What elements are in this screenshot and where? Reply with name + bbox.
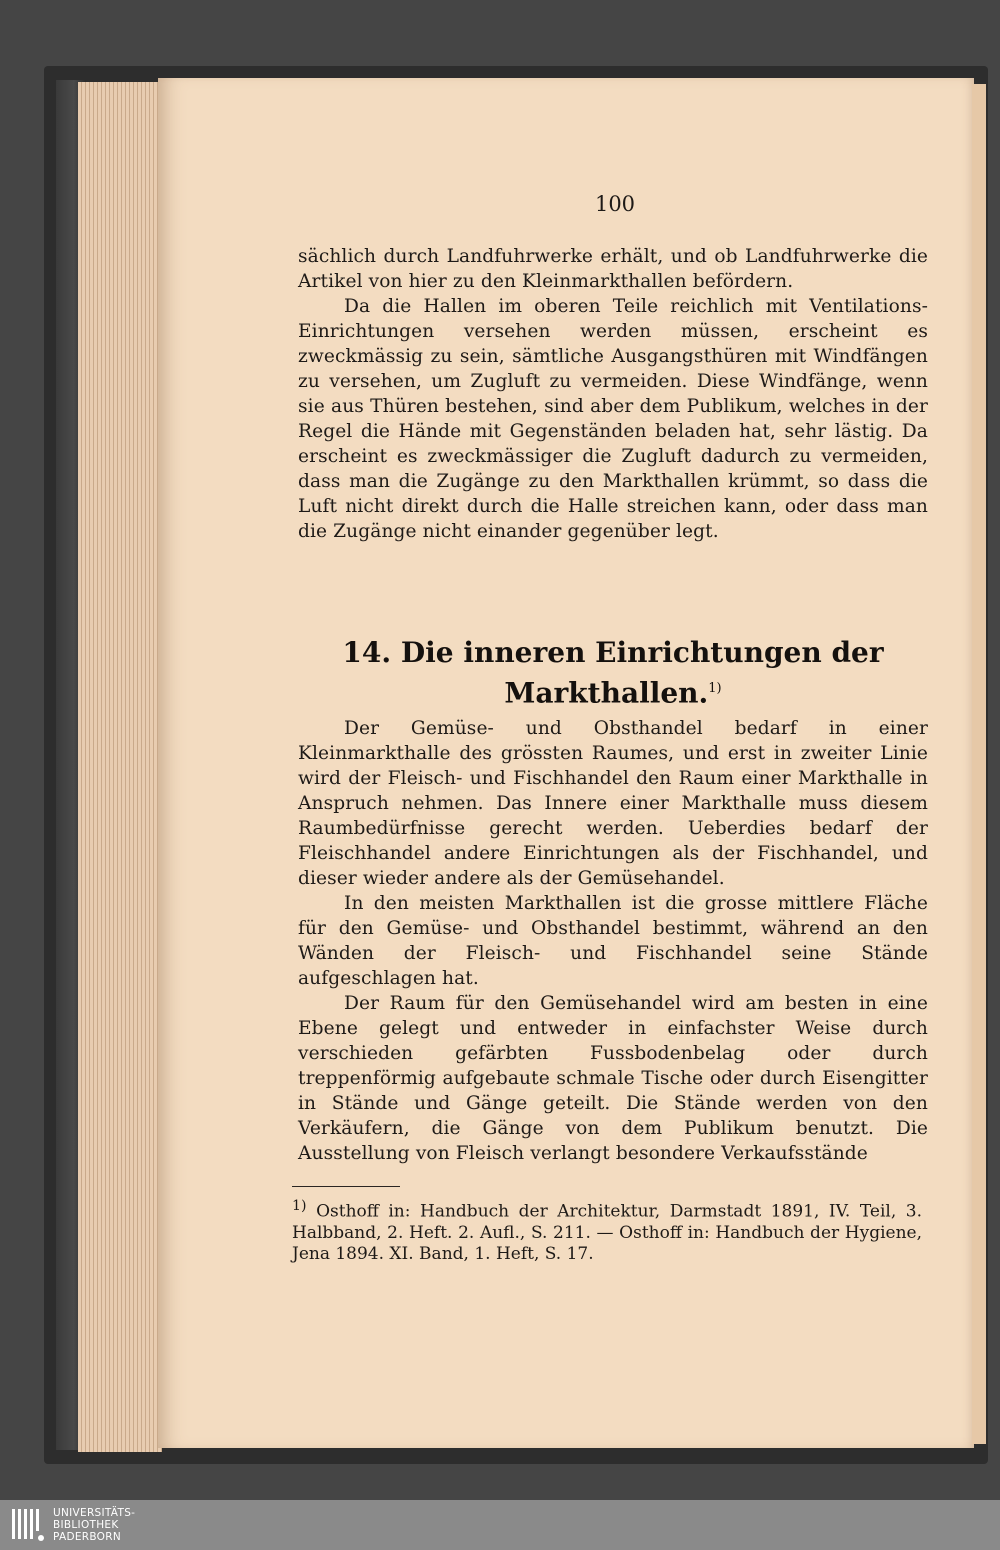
heading-line-2 [298,671,928,711]
library-name-line-1: UNIVERSITÄTS- [53,1507,136,1519]
paragraph: Da die Hallen im oberen Teile reichlich mit Ventilations-Einrichtungen versehen werden müssen, erscheint es zweckmässig zu sein, sämtliche Ausgangsthüren mit Windfängen zu versehen, um Zugluft zu vermeiden. Diese Windfänge, wenn sie aus Thüren bestehen, sind aber dem Publikum, welches in der Regel die Hände mit Gegenständen beladen hat, sehr lästig. Da erscheint es zweckmässiger die Zugluft dadurch zu vermeiden, dass man die Zugänge zu den Markthallen krümmt, so dass die Luft nicht direkt durch die Halle streichen kann, oder dass man die Zugänge nicht einander gegenüber legt. [298,296,928,542]
body-text-top [298,244,928,544]
page-number: 100 [594,192,636,216]
paragraph: Der Gemüse- und Obsthandel bedarf in einer Kleinmarkthalle des grössten Raumes, und erst in zweiter Linie wird der Fleisch- und Fischhandel den Raum einer Markthalle in Anspruch nehmen. Das Innere einer Markthalle muss diesem Raumbedürfnisse gerecht werden. Ueberdies bedarf der Fleischhandel andere Einrichtungen als der Fischhandel, und dieser wieder andere als der Gemüsehandel. [298,718,928,889]
footnote-reference: 1) [708,681,722,696]
library-name-line-3: PADERBORN [53,1531,121,1543]
footnote-rule [292,1186,400,1187]
library-footer-bar [0,1500,1000,1550]
library-name-line-2: BIBLIOTHEK [53,1519,119,1531]
heading-line-2-text: Markthallen. [504,676,709,710]
library-name [53,1507,135,1543]
paragraph: sächlich durch Landfuhrwerke erhält, und ob Landfuhrwerke die Artikel von hier zu den Kleinmarkthallen befördern. [298,246,928,292]
body-text-bottom [298,716,928,1166]
library-logo-icon [10,1507,46,1543]
footnote-text: Osthoff in: Handbuch der Architektur, Darmstadt 1891, IV. Teil, 3. Halbband, 2. Heft. 2. Aufl., S. 211. — Osthoff in: Handbuch der Hygiene, Jena 1894. XI. Band, 1. Heft, S. 17. [292,1201,922,1264]
page-edges [78,82,162,1452]
paragraph: Der Raum für den Gemüsehandel wird am besten in eine Ebene gelegt und entweder in einfachster Weise durch verschieden gefärbten Fussbodenbelag oder durch treppenförmig aufgebaute schmale Tische oder durch Eisengitter in Stände und Gänge geteilt. Die Stände werden von den Verkäufern, die Gänge von dem Publikum benutzt. Die Ausstellung von Fleisch verlangt besondere Verkaufsstände [298,993,928,1164]
paragraph: In den meisten Markthallen ist die grosse mittlere Fläche für den Gemüse- und Obsthandel bestimmt, während an den Wänden der Fleisch- und Fischhandel seine Stände aufgeschlagen hat. [298,893,928,989]
heading-line-1: 14. Die inneren Einrichtungen der [342,636,884,669]
footnote [292,1196,922,1265]
next-page-edge [972,84,986,1444]
footnote-marker: 1) [292,1198,307,1214]
section-heading [298,635,928,711]
